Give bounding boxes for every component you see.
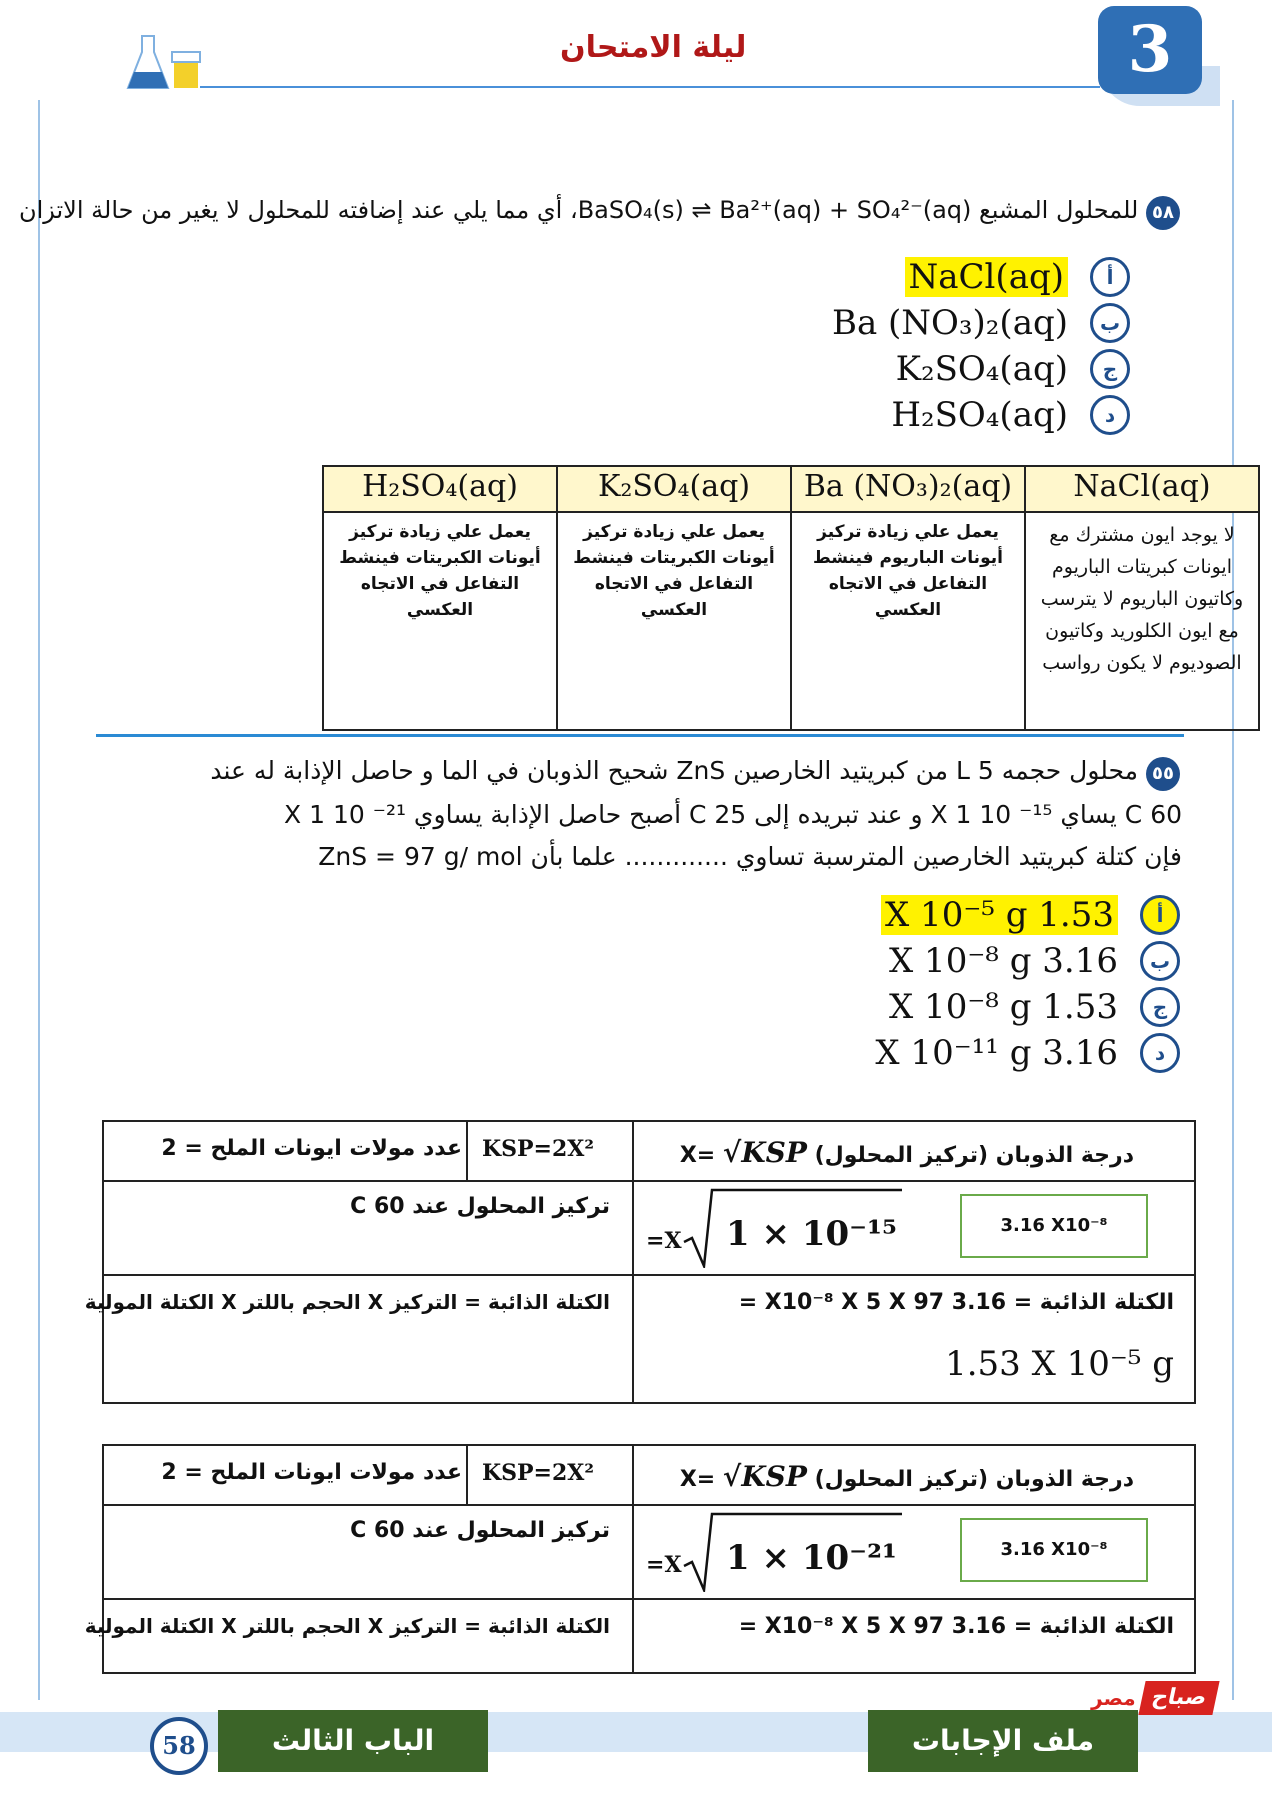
page-title: ليلة الامتحان bbox=[560, 30, 747, 65]
ion-moles: عدد مولات ايونات الملح = 2 bbox=[161, 1136, 462, 1161]
q58-option-a[interactable] bbox=[730, 254, 1130, 300]
q58-option-c[interactable] bbox=[730, 346, 1130, 392]
q58-option-b[interactable] bbox=[730, 300, 1130, 346]
q55-number: ٥٥ bbox=[1146, 757, 1180, 791]
table-cell: يعمل علي زيادة تركيز أيونات الباريوم فينشط التفاعل في الاتجاه العكسي bbox=[791, 512, 1025, 730]
q58-option-d[interactable] bbox=[730, 392, 1130, 438]
ksp-formula: KSP=2X² bbox=[482, 1460, 594, 1486]
option-letter-b: ب bbox=[1140, 941, 1180, 981]
table-cell: يعمل علي زيادة تركيز أيونات الكبريتات فينشط التفاعل في الاتجاه العكسي bbox=[323, 512, 557, 730]
q55-option-d[interactable] bbox=[760, 1030, 1180, 1076]
conc-label: تركيز المحلول عند 60 C bbox=[350, 1194, 610, 1219]
q55-option-a[interactable] bbox=[760, 892, 1180, 938]
q55-line-2: 60 C يساي ¹⁵⁻ 10 X 1 و عند تبريده إلى 25 C أصبح حاصل الإذابة يساوي ²¹⁻ 10 X 1 bbox=[284, 800, 1182, 829]
table-header: Ba (NO₃)₂(aq) bbox=[791, 466, 1025, 512]
q55-option-c[interactable] bbox=[760, 984, 1180, 1030]
watermark-country: مصر bbox=[1091, 1686, 1136, 1710]
option-text: 3.16 X 10⁻⁸ g bbox=[889, 941, 1118, 981]
q55-options bbox=[760, 892, 1180, 1076]
option-text: 1.53 X 10⁻⁵ g bbox=[881, 895, 1118, 935]
q58-number: ٥٨ bbox=[1146, 196, 1180, 230]
ksp-formula: KSP=2X² bbox=[482, 1136, 594, 1162]
option-letter-a: أ bbox=[1140, 895, 1180, 935]
solubility-text: درجة الذوبان (تركيز المحلول) X= bbox=[679, 1467, 1134, 1492]
mass-formula: الكتلة الذائبة = التركيز X الحجم باللتر X الكتلة المولية bbox=[84, 1290, 610, 1314]
answers-file-label: ملف الإجابات bbox=[868, 1710, 1138, 1772]
solubility-label bbox=[680, 1460, 1134, 1493]
q55-line-3: فإن كتلة كبريتيد الخارصين المترسبة تساوي ............. علما بأن ZnS = 97 g/ mol bbox=[318, 842, 1182, 871]
q55-option-b[interactable] bbox=[760, 938, 1180, 984]
option-text: K₂SO₄(aq) bbox=[895, 349, 1068, 389]
sqrt-ksp: √KSP bbox=[722, 1460, 807, 1493]
radicand: 1 × 10⁻¹⁵ bbox=[726, 1214, 897, 1254]
table-cell: يعمل علي زيادة تركيز أيونات الكبريتات فينشط التفاعل في الاتجاه العكسي bbox=[557, 512, 791, 730]
sqrt-ksp: √KSP bbox=[722, 1136, 807, 1169]
col-divider bbox=[632, 1122, 634, 1402]
option-text: NaCl(aq) bbox=[905, 257, 1068, 297]
col-divider bbox=[632, 1446, 634, 1672]
watermark-brand: صباح bbox=[1138, 1681, 1220, 1715]
right-margin-rule bbox=[1232, 100, 1234, 1700]
left-margin-rule bbox=[38, 100, 40, 1700]
q58-stem bbox=[19, 196, 1180, 230]
mass-calc: الكتلة الذائبة = 3.16 X10⁻⁸ X 5 X 97 = bbox=[738, 1614, 1174, 1639]
col-divider bbox=[466, 1122, 468, 1180]
q58-stem-text: للمحلول المشبع BaSO₄(s) ⇌ Ba²⁺(aq) + SO₄²⁻(aq)، أي مما يلي عند إضافته للمحلول لا يغير من حالة الاتزان bbox=[18, 196, 1139, 224]
option-letter-c: ج bbox=[1140, 987, 1180, 1027]
option-letter-a: أ bbox=[1090, 257, 1130, 297]
option-text: 1.53 X 10⁻⁸ g bbox=[889, 987, 1118, 1027]
option-text: H₂SO₄(aq) bbox=[891, 395, 1068, 435]
row-divider bbox=[104, 1180, 1194, 1182]
x-label: X= bbox=[646, 1552, 682, 1578]
chapter-number-badge: 3 bbox=[1098, 6, 1202, 94]
x-label: X= bbox=[646, 1228, 682, 1254]
option-letter-d: د bbox=[1140, 1033, 1180, 1073]
solubility-label bbox=[680, 1136, 1134, 1169]
x-value-box: 3.16 X10⁻⁸ bbox=[960, 1194, 1148, 1258]
option-text: 3.16 X 10⁻¹¹ g bbox=[875, 1033, 1118, 1073]
solution-box-2 bbox=[84, 1444, 1196, 1674]
chapter-label: الباب الثالث bbox=[218, 1710, 488, 1772]
radicand: 1 × 10⁻²¹ bbox=[726, 1538, 897, 1578]
row-divider bbox=[104, 1598, 1194, 1600]
table-header: NaCl(aq) bbox=[1025, 466, 1259, 512]
mass-formula: الكتلة الذائبة = التركيز X الحجم باللتر X الكتلة المولية bbox=[84, 1614, 610, 1638]
option-letter-d: د bbox=[1090, 395, 1130, 435]
option-letter-b: ب bbox=[1090, 303, 1130, 343]
solution-box-1 bbox=[84, 1120, 1196, 1404]
page-number: 58 bbox=[150, 1717, 208, 1775]
mass-calc: الكتلة الذائبة = 3.16 X10⁻⁸ X 5 X 97 = bbox=[738, 1290, 1174, 1315]
ion-moles: عدد مولات ايونات الملح = 2 bbox=[161, 1460, 462, 1485]
row-divider bbox=[104, 1274, 1194, 1276]
option-letter-c: ج bbox=[1090, 349, 1130, 389]
q55-line-1-text: محلول حجمه 5 L من كبريتيد الخارصين ZnS شحيح الذوبان في الما و حاصل الإذابة له عند bbox=[210, 756, 1139, 785]
table-header: H₂SO₄(aq) bbox=[323, 466, 557, 512]
q58-options bbox=[730, 254, 1130, 438]
solubility-text: درجة الذوبان (تركيز المحلول) X= bbox=[679, 1143, 1134, 1168]
header-rule bbox=[200, 86, 1100, 88]
section-divider bbox=[96, 734, 1184, 737]
result-value: 1.53 X 10⁻⁵ g bbox=[945, 1344, 1174, 1384]
x-value-box: 3.16 X10⁻⁸ bbox=[960, 1518, 1148, 1582]
row-divider bbox=[104, 1504, 1194, 1506]
lab-flask-icon bbox=[124, 30, 202, 94]
q55-line-1 bbox=[210, 756, 1180, 791]
conc-label: تركيز المحلول عند 60 C bbox=[350, 1518, 610, 1543]
col-divider bbox=[466, 1446, 468, 1504]
q58-explanation-table bbox=[322, 465, 1260, 731]
option-text: Ba (NO₃)₂(aq) bbox=[831, 303, 1068, 343]
table-cell: لا يوجد ايون مشترك مع ايونات كبريتات الباريوم وكاتيون الباريوم لا يترسب مع ايون الكلوريد وكاتيون الصوديوم لا يكون رواسب bbox=[1025, 512, 1259, 730]
table-header: K₂SO₄(aq) bbox=[557, 466, 791, 512]
